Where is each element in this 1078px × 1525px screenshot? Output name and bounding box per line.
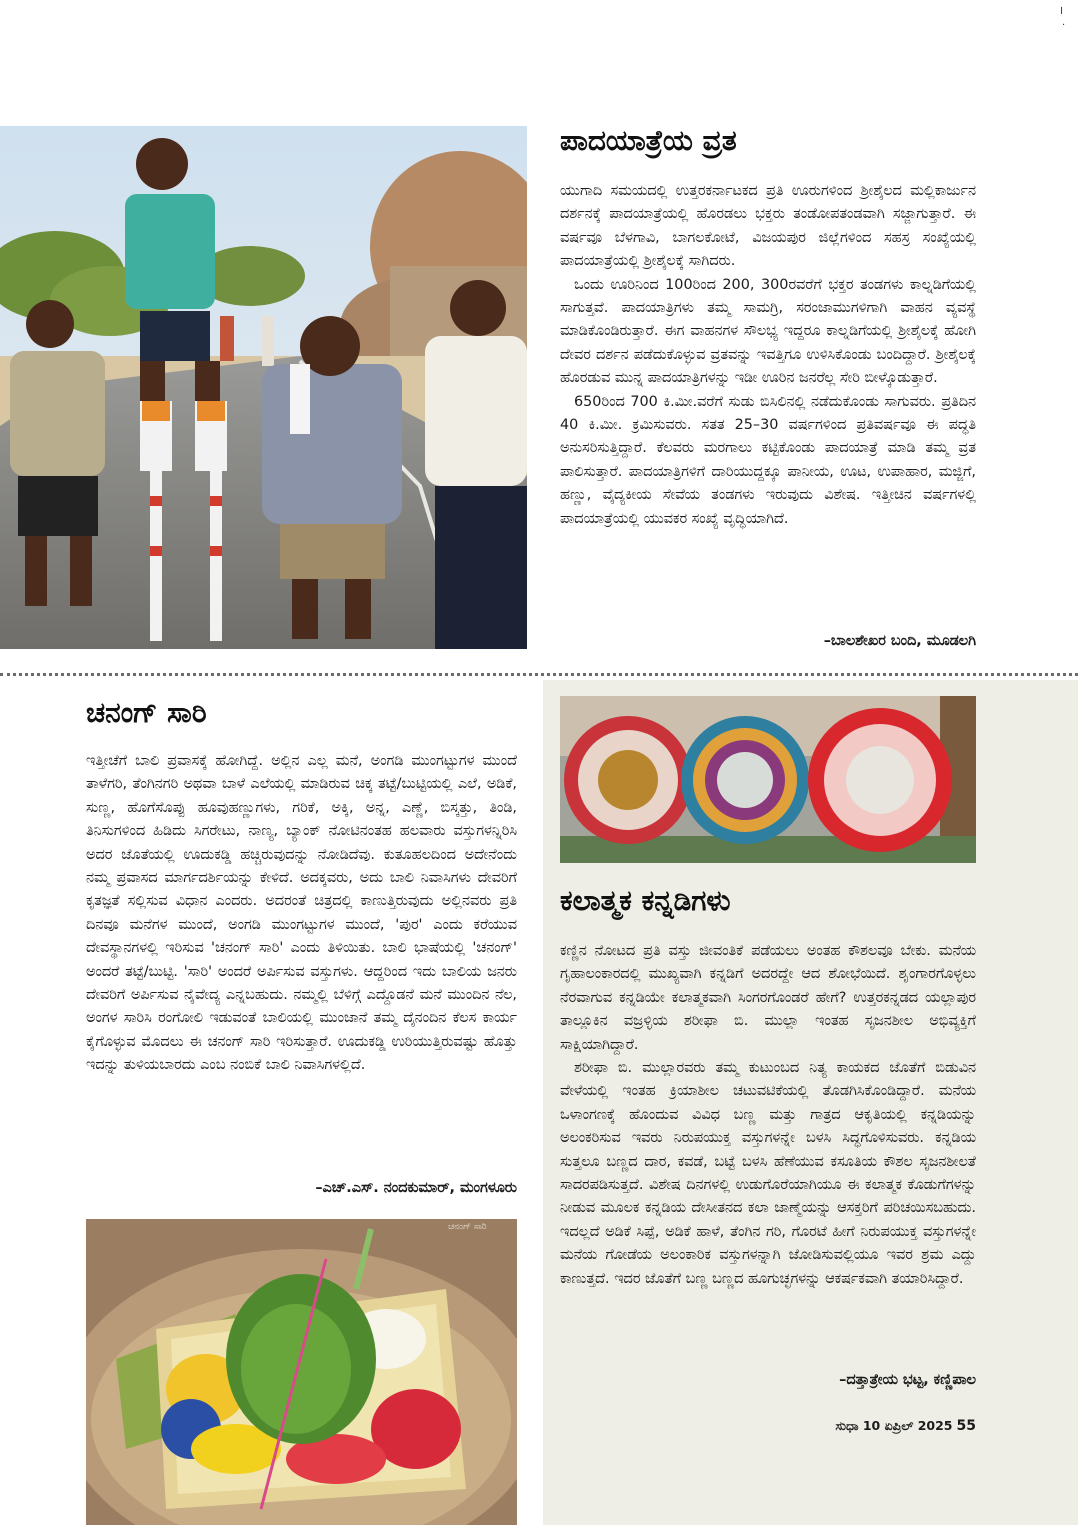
article-paragraph: ಇತ್ತೀಚೆಗೆ ಬಾಲಿ ಪ್ರವಾಸಕ್ಕೆ ಹೋಗಿದ್ದೆ. ಅಲ್ಲಿನ ಎಲ್ಲ ಮನೆ, ಅಂಗಡಿ ಮುಂಗಟ್ಟುಗಳ ಮುಂದೆ ತಾಳೆಗರಿ, ತೆಂಗಿನಗರಿ ಅಥವಾ ಬಾಳೆ ಎಲೆಯಲ್ಲಿ ಮಾಡಿರುವ ಚಿಕ್ಕ ತಟ್ಟೆ/ಬುಟ್ಟಿಯಲ್ಲಿ ಎಲೆ, ಅಡಿಕೆ, ಸುಣ್ಣ, ಹೊಗೆಸೊಪ್ಪು ಹೂವುಹಣ್ಣುಗಳು, ಗರಿಕೆ, ಅಕ್ಕಿ, ಅನ್ನ, ಎಣ್ಣೆ, ಬಿಸ್ಕತ್ತು, ತಿಂಡಿ, ತಿನಿಸುಗಳಿಂದ ಹಿಡಿದು ಸಿಗರೇಟು, ನಾಣ್ಯ, ಬ್ಯಾಂಕ್ ನೋಟಿನಂತಹ ಹಲವಾರು ವಸ್ತುಗಳನ್ನಿರಿಸಿ ಅದರ ಜೊತೆಯಲ್ಲಿ ಊದುಕಡ್ಡಿ ಹಚ್ಚಿರುವುದನ್ನು ನೋಡಿದೆವು. ಕುತೂಹಲದಿಂದ ಅದೇನೆಂದು ನಮ್ಮ ಪ್ರವಾಸದ ಮಾರ್ಗದರ್ಶಿಯನ್ನು ಕೇಳಿದೆ. ಅದಕ್ಕವರು, ಅದು ಬಾಲಿ ನಿವಾಸಿಗಳು ದೇವರಿಗೆ ಕೃತಜ್ಞತೆ ಸಲ್ಲಿಸುವ ವಿಧಾನ ಎಂದರು. ಅದರಂತೆ ಚಿತ್ರದಲ್ಲಿ ಕಾಣುತ್ತಿರುವುದು ಅಲ್ಲಿನವರು ಪ್ರತಿ ದಿನವೂ ಮನೆಗಳ ಮುಂದೆ, ಅಂಗಡಿ ಮುಂಗಟ್ಟುಗಳ ಮುಂದೆ, 'ಪುರ' ಎಂದು ಕರೆಯುವ ದೇವಸ್ಥಾನಗಳಲ್ಲಿ ಇರಿಸುವ 'ಚನಂಗ್ ಸಾರಿ' ಎಂದು ತಿಳಿಯಿತು. ಬಾಲಿ ಭಾಷೆಯಲ್ಲಿ 'ಚನಂಗ್' ಅಂದರೆ ತಟ್ಟೆ/ಬುಟ್ಟಿ. 'ಸಾರಿ' ಅಂದರೆ ಅರ್ಪಿಸುವ ವಸ್ತುಗಳು. ಆದ್ದರಿಂದ ಇದು ಬಾಲಿಯ ಜನರು ದೇವರಿಗೆ ಅರ್ಪಿಸುವ ನೈವೇದ್ಯ ಎನ್ನಬಹುದು. ನಮ್ಮಲ್ಲಿ ಬೆಳಿಗ್ಗೆ ಎದ್ದೊಡನೆ ಮನೆ ಮುಂದಿನ ನೆಲ, ಅಂಗಳ ಸಾರಿಸಿ ರಂಗೋಲಿ ಇಡುವಂತೆ ಬಾಲಿಯಲ್ಲಿ ಮುಂಜಾನೆ ತಮ್ಮ ದೈನಂದಿನ ಕೆಲಸ ಕಾರ್ಯ ಕೈಗೊಳ್ಳುವ ಮೊದಲು ಈ ಚನಂಗ್ ಸಾರಿ ಇರಿಸುತ್ತಾರೆ. ಊದುಕಡ್ಡಿ ಉರಿಯುತ್ತಿರುವಷ್ಟು ಹೊತ್ತು ಇದನ್ನು ತುಳಿಯಬಾರದು ಎಂಬ ನಂಬಿಕೆ ಬಾಲಿ ನಿವಾಸಿಗಳಲ್ಲಿದೆ. [86,753,517,1074]
decorative-mirrors-photo [560,696,976,863]
section-divider [0,673,1078,676]
page-number: 55 [956,1418,976,1434]
article-title-kalatmaka-kannadigalu: ಕಲಾತ್ಮಕ ಕನ್ನಡಿಗಳು [560,884,731,917]
article-paragraph: 650ರಿಂದ 700 ಕಿ.ಮೀ.ವರೆಗೆ ಸುಡು ಬಿಸಿಲಿನಲ್ಲಿ ನಡೆದುಕೊಂಡು ಸಾಗುವರು. ಪ್ರತಿದಿನ 40 ಕಿ.ಮೀ. ಕ್ರಮಿಸುವರು. ಸತತ 25–30 ವರ್ಷಗಳಿಂದ ಪ್ರತಿವರ್ಷವೂ ಈ ಪದ್ಧತಿ ಅನುಸರಿಸುತ್ತಿದ್ದಾರೆ. ಕೆಲವರು ಮರಗಾಲು ಕಟ್ಟಿಕೊಂಡು ಪಾದಯಾತ್ರೆ ಮಾಡಿ ತಮ್ಮ ವ್ರತ ಪಾಲಿಸುತ್ತಾರೆ. ಪಾದಯಾತ್ರಿಗಳಿಗೆ ದಾರಿಯುದ್ದಕ್ಕೂ ಪಾನೀಯ, ಊಟ, ಉಪಾಹಾರ, ಮಜ್ಜಿಗೆ, ಹಣ್ಣು, ವೈದ್ಯಕೀಯ ಸೇವೆಯ ತಂಡಗಳು ಇರುವುದು ವಿಶೇಷ. ಇತ್ತೀಚಿನ ವರ್ಷಗಳಲ್ಲಿ ಪಾದಯಾತ್ರೆಯಲ್ಲಿ ಯುವಕರ ಸಂಖ್ಯೆ ವೃದ್ಧಿಯಾಗಿದೆ. [560,393,976,527]
page-footer [760,1418,976,1434]
article-title-chanang-sari: ಚನಂಗ್ ಸಾರಿ [86,696,207,729]
article-signature: –ದತ್ತಾತ್ರೇಯ ಭಟ್ಟ, ಕಣ್ಣಿಪಾಲ [839,1372,976,1388]
crop-dot: · [1062,20,1066,31]
photo-credit: ಚನಂಗ್ ಸಾರಿ [448,1222,487,1232]
article-signature: –ಎಚ್.ಎಸ್. ನಂದಕುಮಾರ್, ಮಂಗಳೂರು [315,1180,517,1196]
article-body-chanang-sari [86,750,517,1078]
article-body-kalatmaka-kannadigalu [560,940,976,1291]
article-paragraph: ಒಂದು ಊರಿನಿಂದ 100ರಿಂದ 200, 300ರವರೆಗೆ ಭಕ್ತರ ತಂಡಗಳು ಕಾಲ್ನಡಿಗೆಯಲ್ಲಿ ಸಾಗುತ್ತವೆ. ಪಾದಯಾತ್ರಿಗಳು ತಮ್ಮ ಸಾಮಗ್ರಿ, ಸರಂಜಾಮುಗಳಿಗಾಗಿ ವಾಹನ ವ್ಯವಸ್ಥೆ ಮಾಡಿಕೊಂಡಿರುತ್ತಾರೆ. ಈಗ ವಾಹನಗಳ ಸೌಲಭ್ಯ ಇದ್ದರೂ ಕಾಲ್ನಡಿಗೆಯಲ್ಲಿ ಶ್ರೀಶೈಲಕ್ಕೆ ಹೋಗಿ ದೇವರ ದರ್ಶನ ಪಡೆದುಕೊಳ್ಳುವ ವ್ರತವನ್ನು ಇವತ್ತಿಗೂ ಉಳಿಸಿಕೊಂಡು ಬಂದಿದ್ದಾರೆ. ಶ್ರೀಶೈಲಕ್ಕೆ ಹೊರಡುವ ಮುನ್ನ ಪಾದಯಾತ್ರಿಗಳನ್ನು ಇಡೀ ಊರಿನ ಜನರೆಲ್ಲ ಸೇರಿ ಬೀಳ್ಕೊಡುತ್ತಾರೆ. [560,276,976,387]
article-body-padayatre [560,180,976,531]
pilgrims-walking-photo [0,126,527,649]
article-title-padayatre: ಪಾದಯಾತ್ರೆಯ ವ್ರತ [560,124,737,157]
article-paragraph: ಯುಗಾದಿ ಸಮಯದಲ್ಲಿ ಉತ್ತರಕರ್ನಾಟಕದ ಪ್ರತಿ ಊರುಗಳಿಂದ ಶ್ರೀಶೈಲದ ಮಲ್ಲಿಕಾರ್ಜುನ ದರ್ಶನಕ್ಕೆ ಪಾದಯಾತ್ರೆಯಲ್ಲಿ ಹೊರಡಲು ಭಕ್ತರು ತಂಡೋಪತಂಡವಾಗಿ ಸಜ್ಜಾಗುತ್ತಾರೆ. ಈ ವರ್ಷವೂ ಬೆಳಗಾವಿ, ಬಾಗಲಕೋಟೆ, ವಿಜಯಪುರ ಜಿಲ್ಲೆಗಳಿಂದ ಸಹಸ್ರ ಸಂಖ್ಯೆಯಲ್ಲಿ ಪಾದಯಾತ್ರೆಯಲ್ಲಿ ಶ್ರೀಶೈಲಕ್ಕೆ ಸಾಗಿದರು. [560,183,976,270]
article-signature: –ಬಾಲಶೇಖರ ಬಂದಿ, ಮೂಡಲಗಿ [823,633,976,649]
magazine-date: ಸುಧಾ 10 ಏಪ್ರಿಲ್ 2025 [835,1418,953,1433]
chanang-sari-offering-photo [86,1219,517,1525]
article-paragraph: ಕಣ್ಣಿನ ನೋಟದ ಪ್ರತಿ ವಸ್ತು ಜೀವಂತಿಕೆ ಪಡೆಯಲು ಅಂತಹ ಕೌಶಲವೂ ಬೇಕು. ಮನೆಯ ಗೃಹಾಲಂಕಾರದಲ್ಲಿ ಮುಖ್ಯವಾಗಿ ಕನ್ನಡಿಗೆ ಅದರದ್ದೇ ಆದ ಶೋಭೆಯಿದೆ. ಶೃಂಗಾರಗೊಳ್ಳಲು ನೆರವಾಗುವ ಕನ್ನಡಿಯೇ ಕಲಾತ್ಮಕವಾಗಿ ಸಿಂಗರಗೊಂಡರೆ ಹೇಗೆ? ಉತ್ತರಕನ್ನಡದ ಯಲ್ಲಾಪುರ ತಾಲ್ಲೂಕಿನ ವಜ್ರಳ್ಳಿಯ ಶರೀಫಾ ಬಿ. ಮುಲ್ಲಾ ಇಂತಹ ಸೃಜನಶೀಲ ಅಭಿವ್ಯಕ್ತಿಗೆ ಸಾಕ್ಷಿಯಾಗಿದ್ದಾರೆ. [560,943,976,1053]
article-paragraph: ಶರೀಫಾ ಬಿ. ಮುಲ್ಲಾರವರು ತಮ್ಮ ಕುಟುಂಬದ ನಿತ್ಯ ಕಾಯಕದ ಜೊತೆಗೆ ಬಿಡುವಿನ ವೇಳೆಯಲ್ಲಿ ಇಂತಹ ಕ್ರಿಯಾಶೀಲ ಚಟುವಟಿಕೆಯಲ್ಲಿ ತೊಡಗಿಸಿಕೊಂಡಿದ್ದಾರೆ. ಮನೆಯ ಒಳಾಂಗಣಕ್ಕೆ ಹೊಂದುವ ವಿವಿಧ ಬಣ್ಣ ಮತ್ತು ಗಾತ್ರದ ಆಕೃತಿಯಲ್ಲಿ ಕನ್ನಡಿಯನ್ನು ಅಲಂಕರಿಸುವ ಇವರು ನಿರುಪಯುಕ್ತ ವಸ್ತುಗಳನ್ನೇ ಬಳಸಿ ಸಿದ್ಧಗೊಳಿಸುವರು. ಕನ್ನಡಿಯ ಸುತ್ತಲೂ ಬಣ್ಣದ ದಾರ, ಕವಡೆ, ಬಟ್ಟೆ ಬಳಸಿ ಹೆಣೆಯುವ ಕಸೂತಿಯ ಕೌಶಲ ಸೃಜನಶೀಲತೆ ಸಾದರಪಡಿಸುತ್ತದೆ. ವಿಶೇಷ ದಿನಗಳಲ್ಲಿ ಉಡುಗೊರೆಯಾಗಿಯೂ ಈ ಕಲಾತ್ಮಕ ಕೊಡುಗೆಗಳನ್ನು ನೀಡುವ ಮೂಲಕ ಕನ್ನಡಿಯ ದೇಸೀತನದ ಕಲಾ ಜಾಣ್ಮೆಯನ್ನು ಆಸಕ್ತರಿಗೆ ಪರಿಚಯಿಸಬಹುದು. ಇದಲ್ಲದೆ ಅಡಿಕೆ ಸಿಪ್ಪೆ, ಅಡಿಕೆ ಹಾಳೆ, ತೆಂಗಿನ ಗರಿ, ಗೊರಟೆ ಹೀಗೆ ನಿರುಪಯುಕ್ತ ವಸ್ತುಗಳನ್ನೇ ಮನೆಯ ಗೋಡೆಯ ಅಲಂಕಾರಿಕ ವಸ್ತುಗಳನ್ನಾಗಿ ಜೋಡಿಸುವಲ್ಲಿಯೂ ಇವರ ಶ್ರಮ ಎದ್ದು ಕಾಣುತ್ತದೆ. ಇದರ ಜೊತೆಗೆ ಬಣ್ಣ ಬಣ್ಣದ ಹೂಗುಚ್ಛಗಳನ್ನು ಆಕರ್ಷಕವಾಗಿ ತಯಾರಿಸಿದ್ದಾರೆ. [560,1060,976,1287]
crop-mark: ╷ [1058,0,1066,14]
